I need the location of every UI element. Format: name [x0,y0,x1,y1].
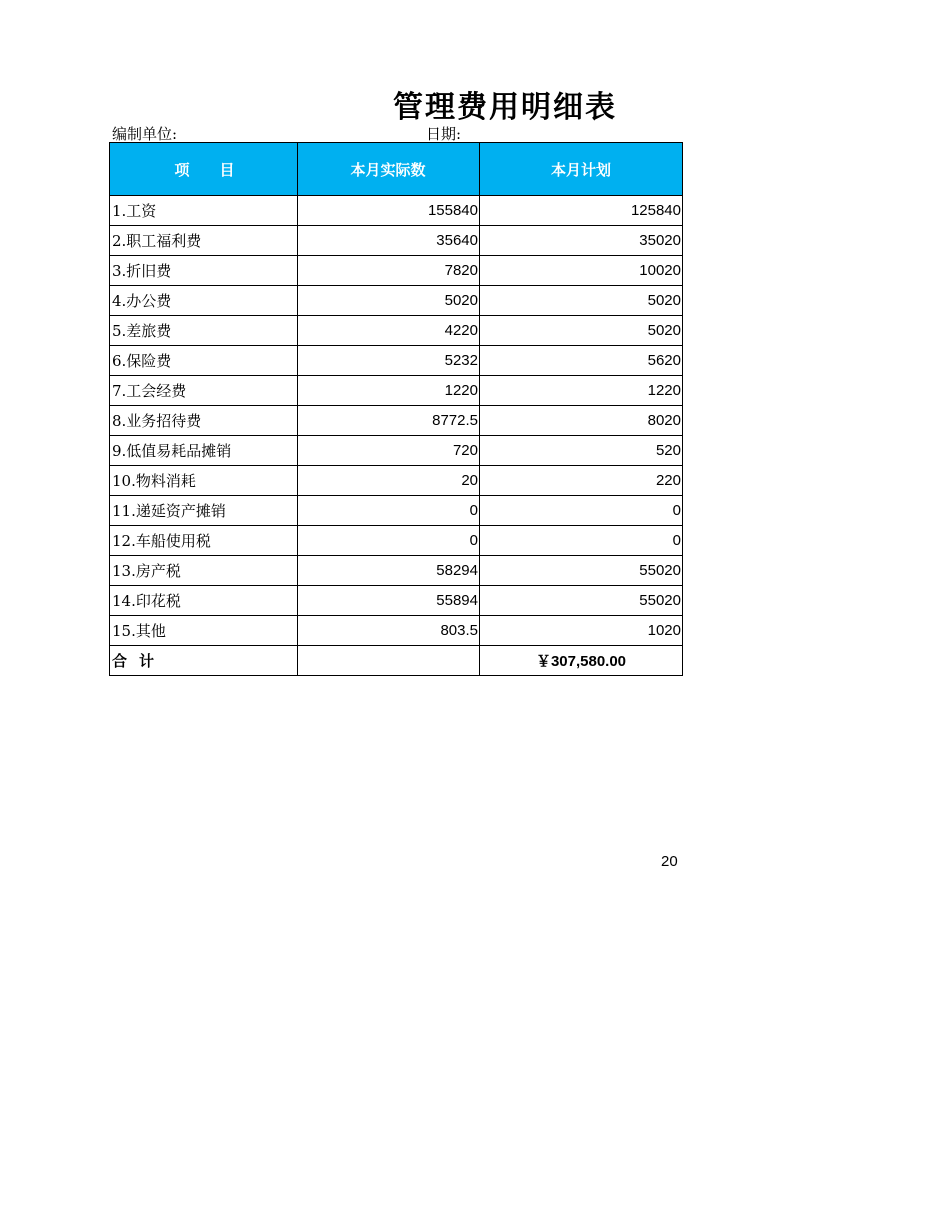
row-actual-cell: 803.5 [298,616,480,646]
row-plan-cell: 55020 [480,556,683,586]
row-plan-cell: 5020 [480,286,683,316]
row-actual-cell: 8772.5 [298,406,480,436]
row-item-cell: 8.业务招待费 [110,406,298,436]
table-row [110,346,683,376]
row-actual-cell: 5232 [298,346,480,376]
row-item-cell: 2.职工福利费 [110,226,298,256]
header-item: 项 目 [110,143,298,196]
row-plan-cell: 1220 [480,376,683,406]
total-actual-cell [298,646,480,676]
row-item-cell: 5.差旅费 [110,316,298,346]
table-row [110,436,683,466]
row-plan-cell: 0 [480,526,683,556]
row-actual-cell: 20 [298,466,480,496]
row-item-cell: 4.办公费 [110,286,298,316]
row-plan-cell: 8020 [480,406,683,436]
total-row [110,646,683,676]
row-plan-cell: 5620 [480,346,683,376]
row-plan-cell: 220 [480,466,683,496]
table-row [110,406,683,436]
table-row [110,286,683,316]
table-row [110,526,683,556]
table-row [110,316,683,346]
header-plan: 本月计划 [480,143,683,196]
row-item-cell: 13.房产税 [110,556,298,586]
row-item-cell: 11.递延资产摊销 [110,496,298,526]
total-plan-cell: ￥307,580.00 [480,646,683,676]
row-item-cell: 10.物料消耗 [110,466,298,496]
row-actual-cell: 7820 [298,256,480,286]
unit-label: 编制单位: [112,125,178,143]
table-row [110,376,683,406]
table-row [110,466,683,496]
row-actual-cell: 155840 [298,196,480,226]
row-actual-cell: 55894 [298,586,480,616]
row-plan-cell: 5020 [480,316,683,346]
page-number: 20 [661,853,678,870]
table-row [110,556,683,586]
table-row [110,226,683,256]
row-plan-cell: 10020 [480,256,683,286]
row-item-cell: 1.工资 [110,196,298,226]
row-plan-cell: 0 [480,496,683,526]
row-item-cell: 3.折旧费 [110,256,298,286]
row-item-cell: 15.其他 [110,616,298,646]
table-row [110,496,683,526]
row-item-cell: 9.低值易耗品摊销 [110,436,298,466]
header-row [110,143,683,196]
page-title: 管理费用明细表 [393,90,617,125]
table-row [110,616,683,646]
row-actual-cell: 1220 [298,376,480,406]
row-actual-cell: 0 [298,526,480,556]
row-actual-cell: 0 [298,496,480,526]
total-label-cell: 合计 [110,646,298,676]
row-plan-cell: 35020 [480,226,683,256]
row-plan-cell: 55020 [480,586,683,616]
row-item-cell: 14.印花税 [110,586,298,616]
row-item-cell: 6.保险费 [110,346,298,376]
row-actual-cell: 58294 [298,556,480,586]
row-item-cell: 12.车船使用税 [110,526,298,556]
table-header [110,143,683,196]
row-plan-cell: 1020 [480,616,683,646]
header-actual: 本月实际数 [298,143,480,196]
row-actual-cell: 5020 [298,286,480,316]
date-label: 日期: [426,125,462,143]
table-body [110,196,683,676]
table-row [110,196,683,226]
row-actual-cell: 4220 [298,316,480,346]
table-row [110,586,683,616]
row-actual-cell: 720 [298,436,480,466]
row-actual-cell: 35640 [298,226,480,256]
row-item-cell: 7.工会经费 [110,376,298,406]
row-plan-cell: 125840 [480,196,683,226]
table-row [110,256,683,286]
row-plan-cell: 520 [480,436,683,466]
expense-table [109,142,683,676]
